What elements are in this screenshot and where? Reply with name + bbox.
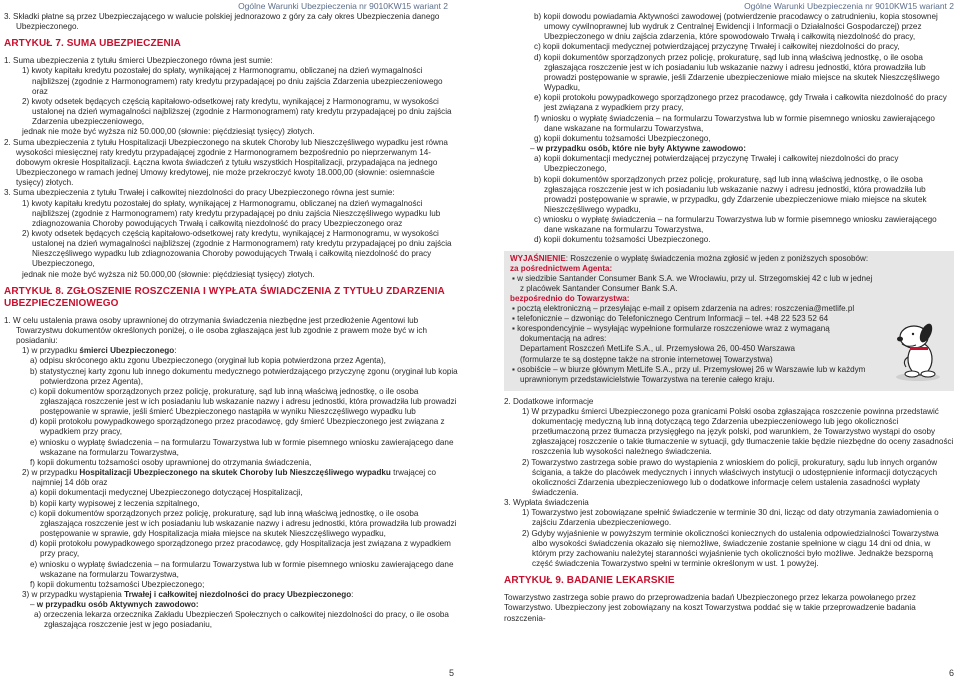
page-header: Ogólne Warunki Ubezpieczenia nr 9010KW15 wariant 2	[744, 1, 954, 11]
text-item: 2. Dodatkowe informacje	[504, 396, 594, 406]
email-option: ▪ pocztą elektroniczną – przesyłając e-mail z opisem zdarzenia na adres: roszczenia@metlife.pl	[512, 304, 855, 314]
text-item: a) orzeczenia lekarza orzecznika Zakładu Ubezpieczeń Społecznych o całkowitej niezdolności do pracy, o ile osoba zgłaszająca roszczenie jest w jego posiadaniu,	[34, 610, 449, 630]
mail-address: Departament Roszczeń MetLife S.A., ul. Przemysłowa 26, 00-450 Warszawa	[520, 344, 796, 354]
text-item: b) statystycznej karty zgonu lub innego dokumentu medycznego potwierdzającego przyczynę zgonu (oryginał lub kopia potwierdzona przez Agenta),	[30, 366, 458, 386]
agent-heading: za pośrednictwem Agenta:	[510, 263, 613, 273]
text-item: 2) Towarzystwo zastrzega sobie prawo do wystąpienia z wnioskiem do policji, prokuratury, sądu lub innych organów ścigania, a także do placówek medycznych i innych właściwych instytucji o udostępnienie informacji dotyczących okoliczności Zdarzenia ubezpieczeniowego lub o dodatkowe informacje celem ustalenia zasadności wypłaty świadczenia.	[522, 457, 938, 497]
text-item: 1) kwoty kapitału kredytu pozostałej do spłaty, wynikającej z Harmonogramu, obliczanej na dzień wymagalności najbliższej (zgodnie z Harmonogramem) raty kredytu przypadającej po dniu zajścia Zdarzenia ubezpieczeniowego oraz	[22, 66, 443, 96]
article-heading: ARTYKUŁ 9. BADANIE LEKARSKIE	[504, 575, 675, 587]
text-item: 2) kwoty odsetek będących częścią kapitałowo-odsetkowej raty kredytu, wynikającej z Harmonogramu, w wysokości ustalonej na dzień wymagalności najbliższej (zgodnie z Harmonogramem) raty kredytu przypadającej po dniu zajścia Zdarzenia ubezpieczeniowego,	[22, 96, 452, 127]
text-item: 1) kwoty kapitału kredytu pozostałej do spłaty, wynikającej z Harmonogramu, obliczanej na dzień wymagalności najbliższej (zgodnie z Harmonogramem) raty kredytu przypadającej po dniu zajścia Nieszczęśliwego wypadku lub zdiagnozowania Choroby powodujących Trwałą i całkowitą niezdolność do pracy Ubezpieczonego oraz	[22, 198, 441, 228]
mail-option-cont: dokumentacją na adres:	[520, 334, 607, 344]
text-item: e) wniosku o wypłatę świadczenia – na formularzu Towarzystwa lub w formie pisemnego wniosku zawierającego dane wskazane na formularzu Towarzystwa,	[30, 559, 454, 579]
text-item: e) wniosku o wypłatę świadczenia – na formularzu Towarzystwa lub w formie pisemnego wniosku zawierającego dane wskazane na formularzu Towarzystwa,	[30, 437, 454, 457]
direct-heading: bezpośrednio do Towarzystwa:	[510, 293, 630, 303]
text-item: 2) w przypadku Hospitalizacji Ubezpieczonego na skutek Choroby lub Nieszczęśliwego wypadku trwającej co najmniej 14 dób oraz	[22, 468, 437, 488]
text-item: b) kopii karty wypisowej z leczenia szpitalnego,	[30, 498, 200, 508]
page-header: Ogólne Warunki Ubezpieczenia nr 9010KW15 wariant 2	[238, 1, 448, 11]
text-item: d) kopii dokumentów sporządzonych przez policję, prokuraturę, sąd lub inną właściwą jednostkę, o ile osoba zgłaszająca roszczenie jest w ich posiadaniu lub wskazanie nazwy i adresu jednostki, która prowadziła lub prowadzi postępowanie w sprawie, jeśli Zdarzenie ubezpieczeniowe miało miejsce na skutek Nieszczęśliwego Wypadku,	[534, 52, 940, 93]
text-item: 2) kwoty odsetek będących częścią kapitałowo-odsetkowej raty kredytu, wynikającej z Harmonogramu, w wysokości ustalonej na dzień wymagalności najbliższej (zgodnie z Harmonogramem) raty kredytu przypadającej po dniu zajścia Nieszczęśliwego wypadku lub zdiagnozowania Choroby powodujących Trwałą i całkowitą niezdolność do pracy Ubezpieczonego,	[22, 228, 452, 269]
text-item: a) kopii dokumentacji medycznej Ubezpieczonego dotyczącej Hospitalizacji,	[30, 488, 303, 498]
text-item: f) wniosku o wypłatę świadczenia – na formularzu Towarzystwa lub w formie pisemnego wniosku zawierającego dane wskazane na formularzu Towarzystwa,	[534, 113, 935, 133]
right-column-bottom	[504, 397, 954, 624]
text-item: 3. Suma ubezpieczenia z tytułu Trwałej i całkowitej niezdolności do pracy Ubezpieczonego równa jest sumie:	[4, 188, 395, 198]
text-item: a) kopii dokumentacji medycznej potwierdzającej przyczynę Trwałej i całkowitej niezdolności do pracy Ubezpieczonego,	[534, 154, 899, 174]
text-item: Towarzystwo zastrzega sobie prawo do przeprowadzenia badań Ubezpieczonego przez lekarza powołanego przez Towarzystwo. Ubezpieczony jest zobowiązany na koszt Towarzystwa poddać się w takie przeprowadzenie badania roszczenia-	[504, 593, 916, 623]
page-number: 5	[448, 668, 454, 678]
snoopy-illustration	[886, 319, 948, 383]
text-item: g) kopii dokumentu tożsamości Ubezpieczonego,	[534, 133, 711, 143]
page-right	[480, 0, 960, 680]
left-column	[4, 12, 460, 631]
text-item: – w przypadku osób, które nie były Aktywne zawodowo:	[530, 144, 746, 154]
text-item: 1. Suma ubezpieczenia z tytułu śmierci Ubezpieczonego równa jest sumie:	[4, 56, 273, 66]
article-heading: ARTYKUŁ 8. ZGŁOSZENIE ROSZCZENIA I WYPŁATA ŚWIADCZENIA Z TYTUŁU ZDARZENIA UBEZPIECZENIOWEGO	[4, 285, 445, 309]
page-number: 6	[948, 668, 954, 678]
text-item: b) kopii dokumentów sporządzonych przez policję, prokuraturę, sąd lub inną właściwą jednostkę, o ile osoba zgłaszająca roszczenie jest w ich posiadaniu lub wskazanie nazwy i adresu jednostki, która prowadziła lub prowadzi postępowanie w sprawie, w przypadku, gdy Zdarzenie ubezpieczeniowe miało miejsce na skutek Nieszczęśliwego wypadku,	[534, 174, 927, 214]
text-item: 1) w przypadku śmierci Ubezpieczonego:	[22, 346, 177, 356]
text-item: c) kopii dokumentów sporządzonych przez policję, prokuraturę, sąd lub inną właściwą jednostkę, o ile osoba zgłaszająca roszczenie jest w ich posiadaniu lub wskazanie nazwy i adresu jednostki, która prowadziła lub prowadzi postępowanie w sprawie, gdy Hospitalizacja miała miejsce na skutek Nieszczęśliwego wypadku,	[30, 508, 457, 539]
article-heading: ARTYKUŁ 7. SUMA UBEZPIECZENIA	[4, 38, 181, 50]
text-item: 3. Składki płatne są przez Ubezpieczającego w walucie polskiej jednorazowo z góry za cały okres Ubezpieczenia danego Ubezpieczonego.	[4, 12, 440, 32]
agent-option-cont: z placówek Santander Consumer Bank S.A.	[520, 283, 678, 293]
text-item: 1) Towarzystwo jest zobowiązane spełnić świadczenie w terminie 30 dni, licząc od daty otrzymania zawiadomienia o zajściu Zdarzenia ubezpieczeniowego.	[522, 508, 939, 528]
explanation-lead: WYJAŚNIENIE: Roszczenie o wypłatę świadczenia można zgłosić w jeden z poniższych sposobów:	[510, 253, 869, 263]
text-item: c) kopii dokumentów sporządzonych przez policję, prokuraturę, sąd lub inną właściwą jednostkę, o ile osoba zgłaszająca roszczenie jest w ich posiadaniu lub wskazanie nazwy i adresu jednostki, która prowadziła lub prowadzi postępowanie w sprawie, jeśli śmierć Ubezpieczonego nastąpiła w wyniku Nieszczęśliwego wypadku lub	[30, 386, 457, 417]
in-person-option: ▪ osobiście – w biurze głównym MetLife S.A., przy ul. Przemysłowej 26 w Warszawie lub w każdym	[512, 364, 866, 374]
text-item: d) kopii dokumentu tożsamości Ubezpieczonego.	[534, 235, 711, 245]
text-item: f) kopii dokumentu tożsamości osoby uprawnionej do otrzymania świadczenia,	[30, 457, 312, 467]
text-item: c) kopii dokumentacji medycznej potwierdzającej przyczynę Trwałej i całkowitej niezdolności do pracy,	[534, 42, 900, 52]
text-item: 1. W celu ustalenia prawa osoby uprawnionej do otrzymania świadczenia niezbędne jest przedłożenie Agentowi lub Towarzystwu dokumentów określonych poniżej, o ile osoba zgłaszająca jest lub zgodnie z prawem może być w ich posiadaniu:	[4, 315, 427, 346]
text-item: d) kopii protokołu powypadkowego sporządzonego przez pracodawcę, gdy Hospitalizacja jest związana z wypadkiem przy pracy,	[30, 539, 451, 559]
text-item: 2. Suma ubezpieczenia z tytułu Hospitalizacji Ubezpieczonego na skutek Choroby lub Nieszczęśliwego wypadku jest równa wysokości miesięcznej raty kredytu przypadającej zgodnie z Harmonogramem bezpośrednio po nieprzerwanym 14-dobowym okresie Hospitalizacji. Łączna kwota świadczeń z tytułu wszystkich Hospitalizacji, przypadająca na jednego Ubezpieczonego w ramach jednej Umowy kredytowej, nie może przekroczyć kwoty 18.000,00 (słownie: osiemnaście tysięcy) złotych.	[4, 137, 448, 188]
text-item: c) wniosku o wypłatę świadczenia – na formularzu Towarzystwa lub w formie pisemnego wniosku zawierającego dane wskazane na formularzu Towarzystwa,	[534, 215, 937, 235]
text-item: jednak nie może być wyższa niż 50.000,00 (słownie: pięćdziesiąt tysięcy) złotych.	[22, 127, 315, 137]
text-item: 3) w przypadku wystąpienia Trwałej i całkowitej niezdolności do pracy Ubezpieczonego:	[22, 589, 354, 599]
text-item: jednak nie może być wyższa niż 50.000,00 (słownie: pięćdziesiąt tysięcy) złotych.	[22, 269, 315, 279]
in-person-option-cont: uprawnionym przedstawicielstwie Towarzystwa na terenie całego kraju.	[520, 374, 775, 384]
text-item: f) kopii dokumentu tożsamości Ubezpieczonego;	[30, 579, 205, 589]
text-item: a) odpisu skróconego aktu zgonu Ubezpieczonego (oryginał lub kopia potwierdzona przez Agenta),	[30, 356, 386, 366]
text-item: e) kopii protokołu powypadkowego sporządzonego przez pracodawcę, gdy Trwała i całkowita niezdolność do pracy jest związana z wypadkiem przy pracy,	[534, 93, 947, 113]
text-item: – w przypadku osób Aktywnych zawodowo:	[30, 600, 199, 610]
explanation-box	[504, 251, 954, 391]
text-item: 1) W przypadku śmierci Ubezpieczonego poza granicami Polski osoba zgłaszająca roszczenie powinna przedstawić dokumentację medyczną lub inną dotyczącą tego Zdarzenia ubezpieczeniowego lub jego okoliczności przetłumaczoną przez tłumacza przysięgłego na język polski, pod warunkiem, że Towarzystwo wystąpi do osoby zgłaszającej roszczenie o takie tłumaczenie w sytuacji, gdy tłumaczenie takie będzie niezbędne do oceny zasadności roszczenia lub wysokości należnego świadczenia.	[522, 406, 954, 457]
mail-option: ▪ korespondencyjnie – wysyłając wypełnione formularze roszczeniowe wraz z wymaganą	[512, 324, 830, 334]
phone-option: ▪ telefonicznie – dzwoniąc do Telefonicznego Centrum Informacji – tel. +48 22 523 52 64	[512, 314, 829, 324]
right-column-top	[504, 12, 954, 246]
mail-note: (formularze te są dostępne także na stronie internetowej Towarzystwa)	[520, 354, 773, 364]
text-item: d) kopii protokołu powypadkowego sporządzonego przez pracodawcę, gdy śmierć Ubezpieczonego jest związana z wypadkiem przy pracy,	[30, 417, 445, 437]
text-item: 2) Gdyby wyjaśnienie w powyższym terminie okoliczności koniecznych do ustalenia odpowiedzialności Towarzystwa albo wysokości świadczenia okazało się niemożliwe, świadczenie zostanie spełnione w ciągu 14 dni od dnia, w którym przy zachowaniu należytej staranności wyjaśnienie tych okoliczności było możliwe. Jednakże bezsporną część świadczenia Towarzystwo spełni w terminie określonym w ust. 1 powyżej.	[522, 528, 939, 569]
text-item: b) kopii dowodu powiadamia Aktywności zawodowej (potwierdzenie pracodawcy o zatrudnieniu, kopia stosownej umowy cywilnoprawnej lub wydruk z Centralnej Ewidencji i Informacji o Działalności Gospodarczej) przez Ubezpieczonego w dniu zajścia zdarzenia, które spowodowało Trwałą i całkowitą niezdolność do pracy,	[534, 12, 938, 42]
agent-option: ▪ w siedzibie Santander Consumer Bank S.A. we Wrocławiu, przy ul. Strzegomskiej 42 c lub w jednej	[512, 273, 873, 283]
text-item: 3. Wypłata świadczenia	[504, 498, 589, 508]
